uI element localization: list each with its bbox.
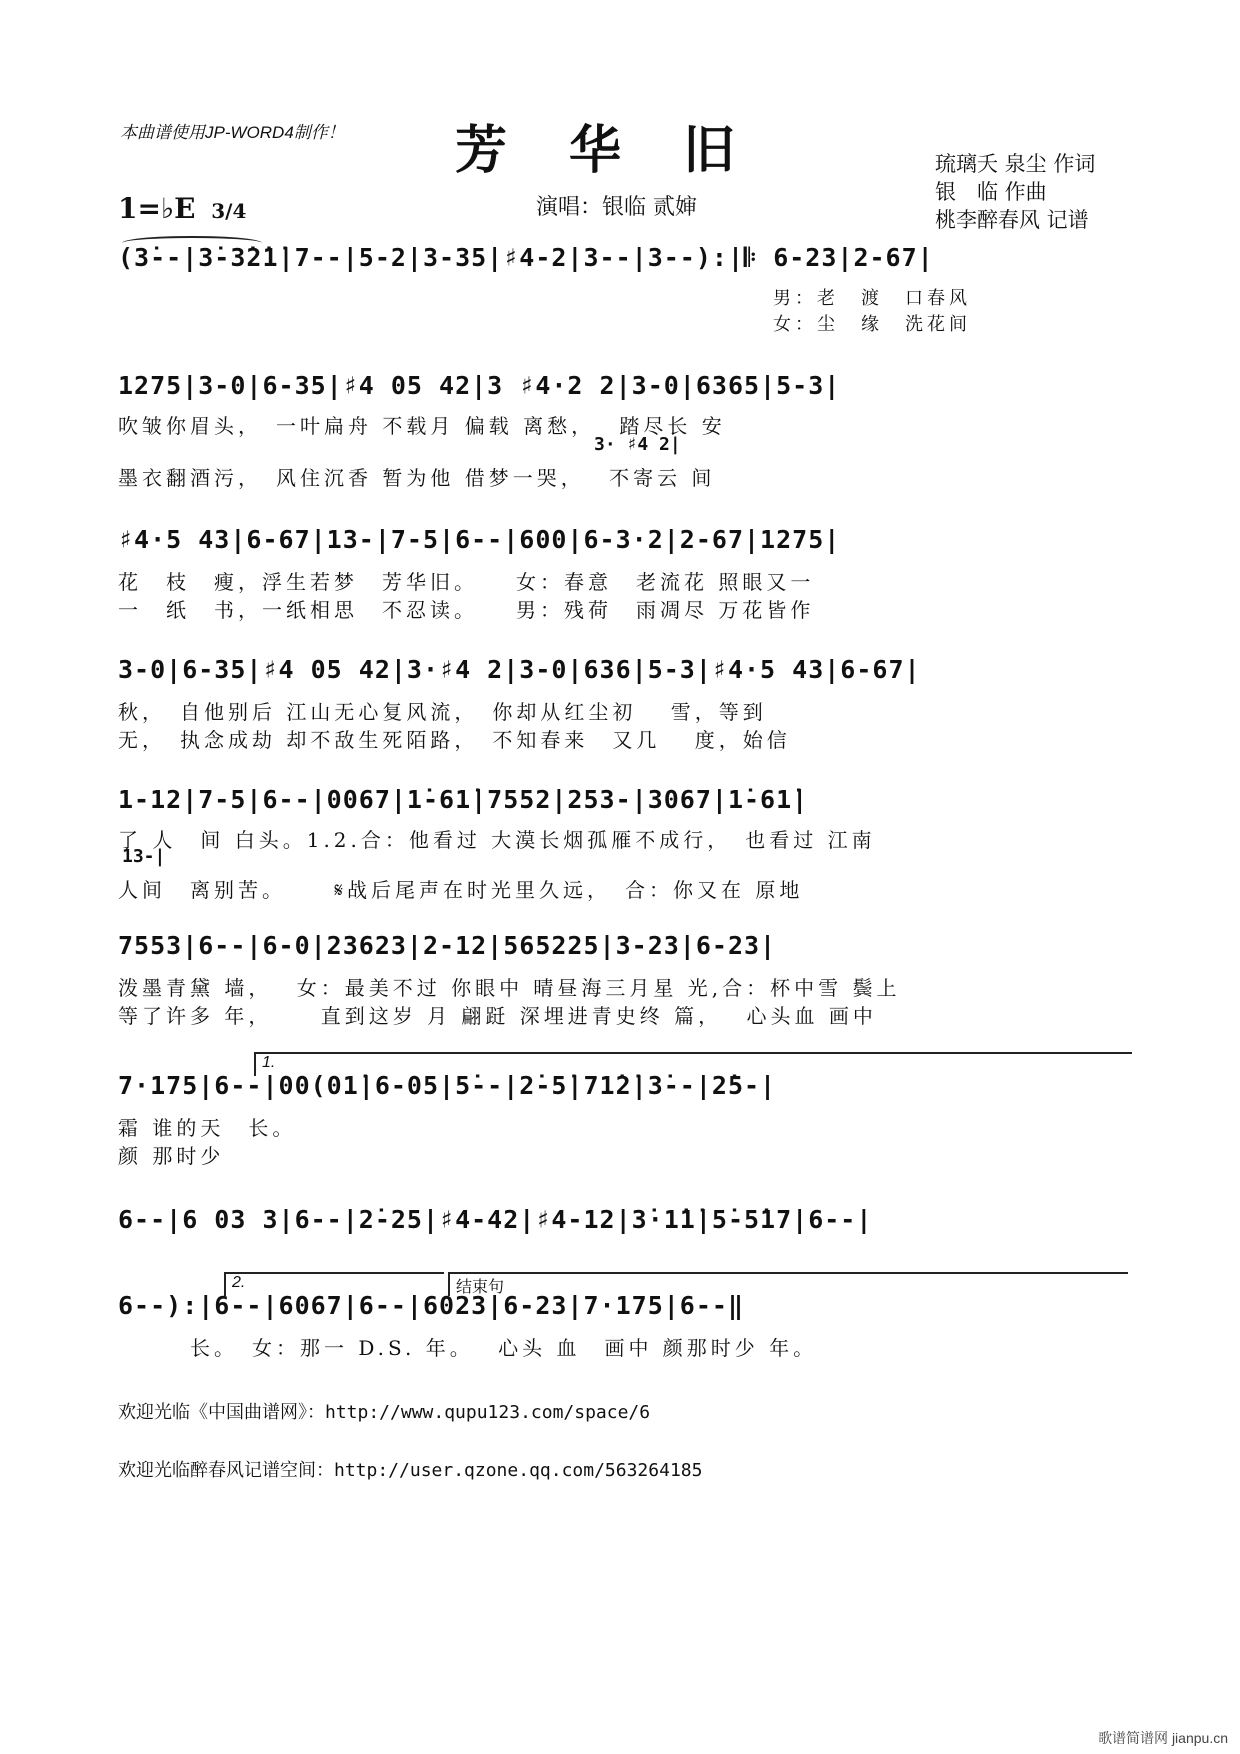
footer-link-qupu[interactable]: 欢迎光临《中国曲谱网》：http://www.qupu123.com/space/6 [118, 1402, 651, 1423]
lyric-line-2: 墨衣翻酒污， 风住沉香 暂为他 借梦一哭， 不寄云 间 [118, 466, 716, 490]
notation-line: 7553|6--|6-0|23623|2-12|565225|3-23|6-23| [118, 931, 777, 960]
lyric-line-1: 吹皱你眉头， 一叶扁舟 不载月 偏载 离愁， 踏尽长 安 [118, 414, 726, 438]
notation-line: (3̇--|3̇-3̇2̇1̇|7--|5-2|3-35|♯4-2|3--|3--):|𝄆 6-23|2-67| [118, 243, 934, 272]
key-label: 1=♭E [118, 192, 196, 225]
lyric-line-female: 女：尘 缘 洗花间 [773, 314, 971, 335]
singer-label: 演唱：银临 贰婶 [536, 195, 697, 220]
lyric-line-1: 泼墨青黛 墙， 女：最美不过 你眼中 晴昼海三月星 光,合：杯中雪 鬓上 [118, 976, 901, 1000]
time-signature: 3/4 [211, 199, 247, 223]
credits-block [935, 150, 1095, 234]
notation-line: 3-0|6-35|♯4 05 42|3·♯4 2|3-0|636|5-3|♯4·5 43|6-67| [118, 655, 921, 684]
composer-credit: 银 临 作曲 [935, 180, 1047, 204]
software-note: 本曲谱使用JP-WORD4制作！ [120, 123, 345, 142]
lyric-line-2: 无， 执念成劫 却不敌生死陌路， 不知春来 又几 度，始信 [118, 728, 791, 752]
lyric-line-2: 人间 离别苦。 𝄋战后尾声在时光里久远， 合：你又在 原地 [118, 878, 804, 902]
song-title: 芳华旧 [455, 120, 798, 181]
notation-line: 6--|6 03 3|6--|2̇-25|♯4-42|♯4-12|3̇·1̇1̇|5̇-5̇17|6--| [118, 1205, 873, 1234]
transcriber-credit: 桃李醉春风 记谱 [935, 208, 1089, 232]
footer-link-qzone[interactable]: 欢迎光临醉春风记谱空间：http://user.qzone.qq.com/563264185 [118, 1460, 703, 1481]
second-ending-bracket: 2. [224, 1272, 444, 1296]
lyric-line-1: 了 人 间 白头。1.2.合：他看过 大漠长烟孤雁不成行， 也看过 江南 [118, 828, 876, 852]
alternate-notation: 3· ♯4 2| [594, 434, 681, 455]
lyric-line-2: 颜 那时少 [118, 1144, 225, 1168]
lyric-line-2: 一 纸 书，一纸相思 不忍读。 男：残荷 雨凋尽 万花皆作 [118, 598, 815, 622]
lyric-line-male: 男：老 渡 口春风 [773, 288, 971, 309]
lyricist-credit: 琉璃夭 泉尘 作词 [935, 152, 1096, 176]
notation-line: 6--):|6--|6067|6--|6023|6-23|7·175|6--‖ [118, 1291, 744, 1320]
notation-line: 7·175|6--|00(01̇|6-05|5̇--|2̇-5̇|71̇2̇|3̇--|2̇5-| [118, 1071, 777, 1100]
first-ending-bracket: 1. [254, 1052, 1132, 1076]
ending-phrase-bracket: 结束句 [448, 1272, 1128, 1296]
key-signature [118, 192, 246, 225]
notation-line: 1275|3-0|6-35|♯4 05 42|3 ♯4·2 2|3-0|6365|5-3| [118, 371, 841, 400]
lyric-line-1: 秋， 自他别后 江山无心复风流， 你却从红尘初 雪，等到 [118, 700, 767, 724]
lyric-line-1: 长。 女：那一 D.S. 年。 心头 血 画中 颜那时少 年。 [118, 1336, 818, 1360]
site-watermark: 歌谱简谱网 jianpu.cn [1098, 1730, 1228, 1746]
lyric-line-1: 花 枝 瘦，浮生若梦 芳华旧。 女：春意 老流花 照眼又一 [118, 570, 815, 594]
alternate-notation: 13-| [122, 846, 166, 867]
notation-line: 1-12|7-5|6--|0067|1̇-61̇|7552|253-|3067|1̇-61̇| [118, 785, 809, 814]
lyric-line-1: 霜 谁的天 长。 [118, 1116, 297, 1140]
lyric-line-2: 等了许多 年， 直到这岁 月 翩跹 深埋进青史终 篇， 心头血 画中 [118, 1004, 877, 1028]
notation-line: ♯4·5 43|6-67|13-|7-5|6--|600|6-3·2|2-67|1275| [118, 525, 841, 554]
